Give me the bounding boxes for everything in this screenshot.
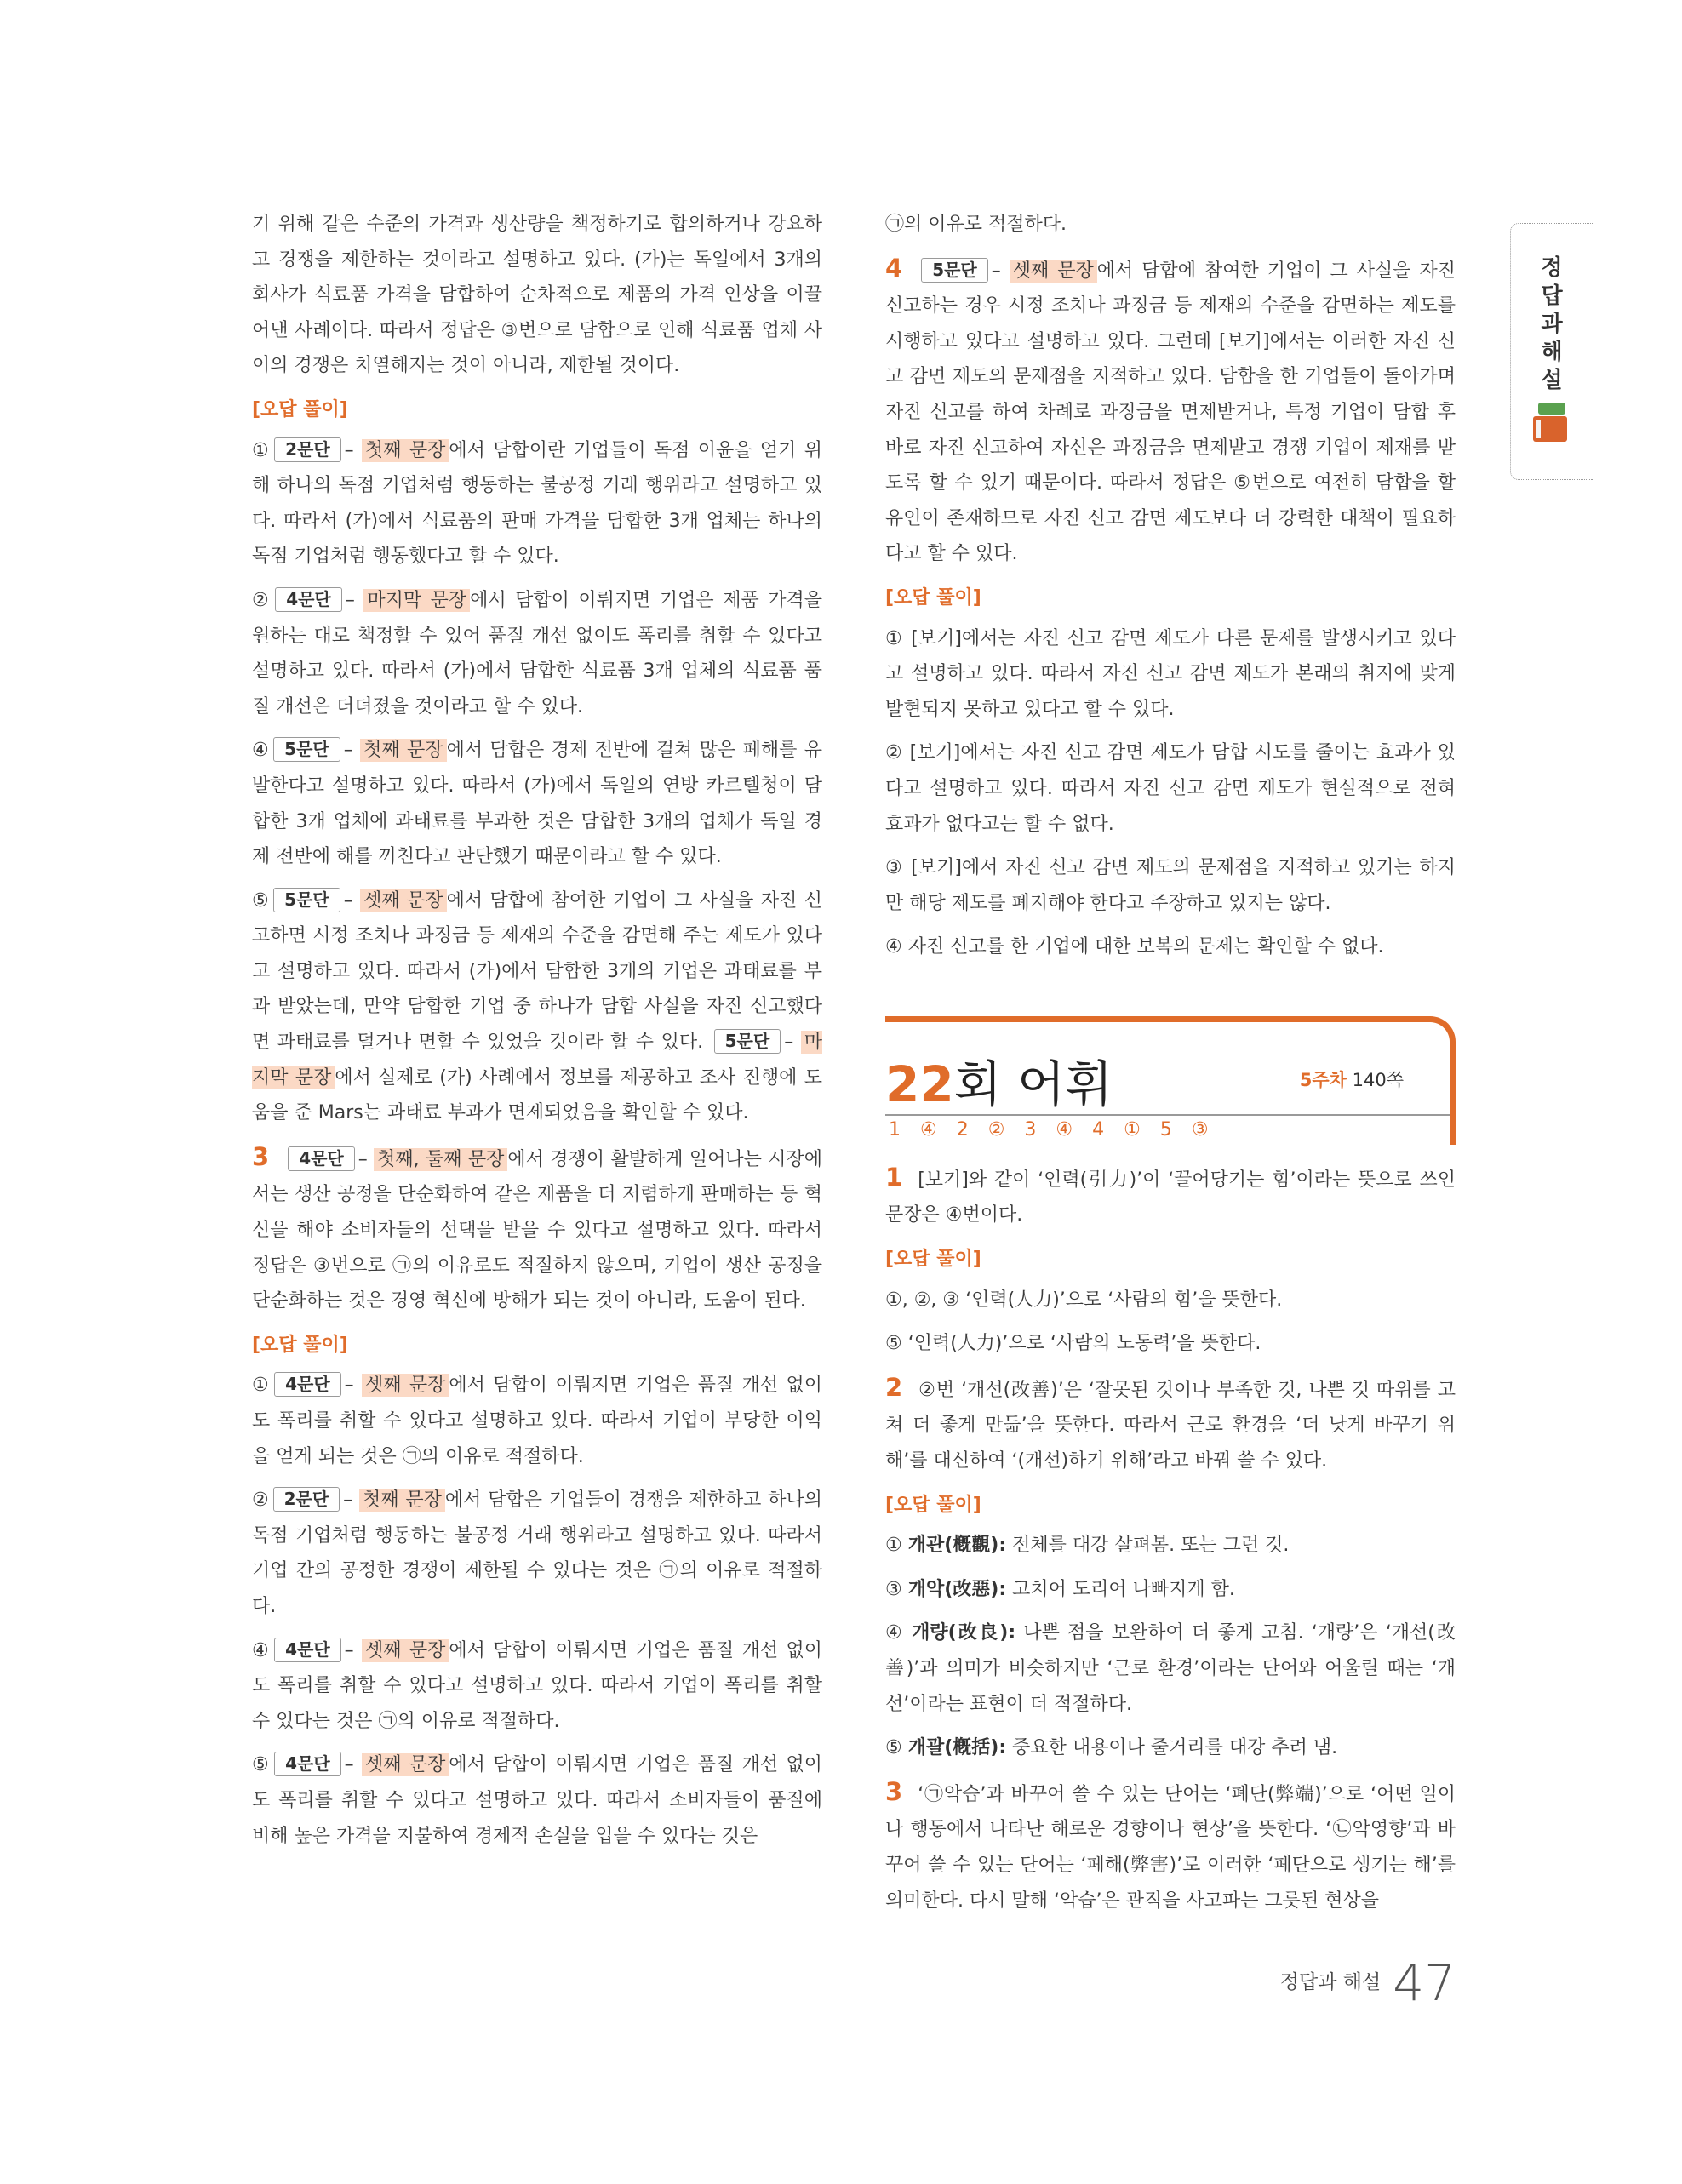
sentence-highlight: 셋째 문장 xyxy=(362,1753,449,1776)
question-3: 3 4문단 – 첫째, 둘째 문장 에서 경쟁이 활발하게 일어나는 시장에서는 생산 공정을 단순화하여 같은 제품을 더 저렴하게 판매하는 등 혁신을 해야 소비자들의 선택을 받을 수 있다고 설명하고 있다. 따라서 정답은 ③번으로 ㉠의 이유로도 적절하지 않으며, 기업이 생산 공정을 단순화하는 것은 경영 혁신에 방해가 되는 것이 아니라, 도움이 된다. xyxy=(252,1141,822,1312)
vocab-question-2: 2 ②번 ‘개선(改善)’은 ‘잘못된 것이나 부족한 것, 나쁜 것 따위를 고쳐 더 좋게 만듦’을 뜻한다. 따라서 근로 환경을 ‘더 낫게 바꾸기 위해’를 대신하여 ‘(개선)하기 위해’라고 바꿔 쓸 수 있다. xyxy=(885,1372,1456,1472)
explanation-item: ① 개관(槪觀): 전체를 대강 살펴봄. 또는 그런 것. xyxy=(885,1535,1290,1557)
lesson-header xyxy=(885,1016,1456,1145)
side-tab-label: 정 답 과 해 설 xyxy=(1541,255,1563,393)
page-footer xyxy=(1251,1954,1456,2012)
sentence-highlight: 셋째 문장 xyxy=(1010,260,1097,283)
paragraph-tag: 4문단 xyxy=(274,1372,341,1397)
paragraph-tag: 5문단 xyxy=(714,1029,781,1054)
paragraph-tag: 4문단 xyxy=(288,1146,355,1171)
explanation-item: ④ 5문단 – 첫째 문장 에서 담합은 경제 전반에 걸쳐 많은 폐해를 유발한다고 설명하고 있다. 따라서 (가)에서 독일의 연방 카르텔청이 담합한 3개 업체에 과태료를 부과한 것은 담합한 3개의 업체가 독일 경제 전반에 해를 끼친다고 판단했기 때문이라고 할 수 있다. xyxy=(252,739,822,868)
explanation-item: ①, ②, ③ ‘인력(人力)’으로 ‘사람의 힘’을 뜻한다. xyxy=(885,1289,1283,1311)
paragraph-tag: 5문단 xyxy=(921,258,988,283)
sentence-highlight: 첫째 문장 xyxy=(359,1489,445,1512)
continuation-text: ㉠의 이유로 적절하다. xyxy=(885,214,1067,235)
explanation-item: ⑤ 개괄(槪括): 중요한 내용이나 줄거리를 대강 추려 냄. xyxy=(885,1737,1338,1759)
explanation-item: ⑤ 5문단 – 셋째 문장 에서 담합에 참여한 기업이 그 사실을 자진 신고하면 시정 조치나 과징금 등 제재의 수준을 감면해 주는 제도가 있다고 설명하고 있다. 따라서 (가)에서 담합한 3개의 기업은 과태료를 부과 받았는데, 만약 담합한 기업 중 하나가 담합 사실을 자진 신고했다면 과태료를 덜거나 면할 수 있었을 것이라 할 수 있다. 5문단 – 마지막 문장 에서 실제로 (가) 사례에서 정보를 제공하고 조사 진행에 도움을 준 Mars는 과태료 부과가 면제되었음을 확인할 수 있다. xyxy=(252,889,823,1124)
answer-key: 1 ④ 2 ② 3 ④ 4 ① 5 ③ xyxy=(889,1118,1209,1141)
paragraph-tag: 5문단 xyxy=(273,737,340,762)
explanation-item: ② [보기]에서는 자진 신고 감면 제도가 담합 시도를 줄이는 효과가 있다고 설명하고 있다. 따라서 자진 신고 감면 제도가 현실적으로 전혀 효과가 없다고는 할 수 없다. xyxy=(885,742,1456,835)
sentence-highlight: 셋째 문장 xyxy=(362,1639,449,1662)
question-number: 3 xyxy=(885,1776,903,1806)
paragraph-tag: 2문단 xyxy=(274,437,341,462)
explanation-item: ② 2문단 – 첫째 문장 에서 담합은 기업들이 경쟁을 제한하고 하나의 독점 기업처럼 행동하는 불공정 거래 행위라고 설명하고 있다. 따라서 기업 간의 공정한 경쟁이 제한될 수 있다는 것은 ㉠의 이유로 적절하다. xyxy=(252,1489,822,1617)
section-side-tab xyxy=(1510,223,1593,480)
sentence-highlight: 첫째 문장 xyxy=(362,439,449,462)
sentence-highlight: 첫째, 둘째 문장 xyxy=(374,1148,507,1171)
paragraph-tag: 4문단 xyxy=(275,587,342,612)
explanation-item: ① [보기]에서는 자진 신고 감면 제도가 다른 문제를 발생시키고 있다고 설명하고 있다. 따라서 자진 신고 감면 제도가 본래의 취지에 맞게 발현되지 못하고 있다고 할 수 있다. xyxy=(885,627,1456,720)
explanation-item: ③ [보기]에서 자진 신고 감면 제도의 문제점을 지적하고 있기는 하지만 해당 제도를 폐지해야 한다고 주장하고 있지는 않다. xyxy=(885,857,1456,914)
left-column xyxy=(252,207,822,1862)
right-column xyxy=(885,207,1456,1927)
lesson-reference: 5주차 140쪽 xyxy=(1299,1069,1404,1090)
question-number: 1 xyxy=(885,1162,903,1192)
vocab-question-1: 1 [보기]와 같이 ‘인력(引力)’이 ‘끌어당기는 힘’이라는 뜻으로 쓰인 문장은 ④번이다. xyxy=(885,1162,1456,1226)
explanation-item: ① 4문단 – 셋째 문장 에서 담합이 이뤄지면 기업은 품질 개선 없이도 폭리를 취할 수 있다고 설명하고 있다. 따라서 기업이 부당한 이익을 얻게 되는 것은 ㉠의 이유로 적절하다. xyxy=(252,1374,822,1467)
intro-paragraph: 기 위해 같은 수준의 가격과 생산량을 책정하기로 합의하거나 강요하고 경쟁을 제한하는 것이라고 설명하고 있다. (가)는 독일에서 3개의 회사가 식료품 가격을 담합하여 순차적으로 제품의 가격 인상을 이끌어낸 사례이다. 따라서 정답은 ③번으로 담합으로 인해 식료품 업체 사이의 경쟁은 치열해지는 것이 아니라, 제한될 것이다. xyxy=(252,214,822,377)
paragraph-tag: 5문단 xyxy=(273,888,340,912)
question-number: 2 xyxy=(885,1372,903,1402)
question-number: 4 xyxy=(885,253,903,283)
wrong-answer-heading: [오답 풀이] xyxy=(885,1249,981,1271)
explanation-item: ① 2문단 – 첫째 문장 에서 담합이란 기업들이 독점 이윤을 얻기 위해 하나의 독점 기업처럼 행동하는 불공정 거래 행위라고 설명하고 있다. 따라서 (가)에서 식료품의 판매 가격을 담합한 3개 업체는 하나의 독점 기업처럼 행동했다고 할 수 있다. xyxy=(252,438,822,568)
lesson-title: 22회 어휘 xyxy=(885,1055,1113,1113)
wrong-answer-heading: [오답 풀이] xyxy=(252,398,348,420)
sentence-highlight: 첫째 문장 xyxy=(360,739,446,762)
paragraph-tag: 4문단 xyxy=(274,1752,341,1776)
vocab-question-3: 3 ‘㉠악습’과 바꾸어 쓸 수 있는 단어는 ‘폐단(弊端)’으로 ‘어떤 일이나 행동에서 나타난 해로운 경향이나 현상’을 뜻한다. ‘㉡악영향’과 바꾸어 쓸 수 있는 단어는 ‘폐해(弊害)’로 이러한 ‘폐단으로 생기는 해’를 의미한다. 다시 말해 ‘악습’은 관직을 사고파는 그릇된 현상을 xyxy=(885,1776,1456,1912)
page-number: 47 xyxy=(1393,1954,1456,2012)
paragraph-tag: 2문단 xyxy=(273,1487,340,1512)
book-icon xyxy=(1533,403,1570,442)
wrong-answer-heading: [오답 풀이] xyxy=(252,1334,348,1356)
explanation-item: ④ 4문단 – 셋째 문장 에서 담합이 이뤄지면 기업은 품질 개선 없이도 폭리를 취할 수 있다고 설명하고 있다. 따라서 기업이 폭리를 취할 수 있다는 것은 ㉠의 이유로 적절하다. xyxy=(252,1638,822,1732)
question-number: 3 xyxy=(252,1141,270,1171)
explanation-item: ④ 자진 신고를 한 기업에 대한 보복의 문제는 확인할 수 없다. xyxy=(885,936,1384,958)
paragraph-tag: 4문단 xyxy=(274,1638,341,1662)
footer-label: 정답과 해설 xyxy=(1279,1971,1382,1993)
sentence-highlight: 마지막 문장 xyxy=(252,1032,823,1089)
sentence-highlight: 셋째 문장 xyxy=(360,889,446,912)
divider xyxy=(885,1114,1450,1116)
explanation-item: ② 4문단 – 마지막 문장 에서 담합이 이뤄지면 기업은 제품 가격을 원하는 대로 책정할 수 있어 품질 개선 없이도 폭리를 취할 수 있다고 설명하고 있다. 따라서 (가)에서 담합한 식료품 3개 업체의 식료품 품질 개선은 더뎌졌을 것이라고 할 수 있다. xyxy=(252,588,822,718)
explanation-item: ⑤ ‘인력(人力)’으로 ‘사람의 노동력’을 뜻한다. xyxy=(885,1333,1262,1355)
question-4: 4 5문단 – 셋째 문장 에서 담합에 참여한 기업이 그 사실을 자진 신고하는 경우 시정 조치나 과징금 등 제재의 수준을 감면하는 제도를 시행하고 있다고 설명하고 있다. 그런데 [보기]에서는 이러한 자진 신고 감면 제도의 문제점을 지적하고 있다. 담합을 한 기업들이 돌아가며 자진 신고를 하여 차례로 과징금을 면제받거나, 특정 기업이 담합 후 바로 자진 신고하여 자신은 과징금을 면제받고 경쟁 기업이 제재를 받도록 할 수 있기 때문이다. 따라서 정답은 ⑤번으로 여전히 담합을 할 유인이 존재하므로 자진 신고 감면 제도보다 더 강력한 대책이 필요하다고 할 수 있다. xyxy=(885,253,1456,565)
explanation-item: ③ 개악(改惡): 고치어 도리어 나빠지게 함. xyxy=(885,1578,1235,1600)
sentence-highlight: 마지막 문장 xyxy=(363,589,470,612)
wrong-answer-heading: [오답 풀이] xyxy=(885,586,981,609)
explanation-item: ⑤ 4문단 – 셋째 문장 에서 담합이 이뤄지면 기업은 품질 개선 없이도 폭리를 취할 수 있다고 설명하고 있다. 따라서 소비자들이 품질에 비해 높은 가격을 지불하여 경제적 손실을 입을 수 있다는 것은 xyxy=(252,1753,822,1847)
sentence-highlight: 셋째 문장 xyxy=(362,1374,449,1397)
wrong-answer-heading: [오답 풀이] xyxy=(885,1494,981,1516)
explanation-item: ④ 개량(改良): 나쁜 점을 보완하여 더 좋게 고침. ‘개량’은 ‘개선(改善)’과 의미가 비슷하지만 ‘근로 환경’이라는 단어와 어울릴 때는 ‘개선’이라는 표현이 더 적절하다. xyxy=(885,1622,1456,1715)
